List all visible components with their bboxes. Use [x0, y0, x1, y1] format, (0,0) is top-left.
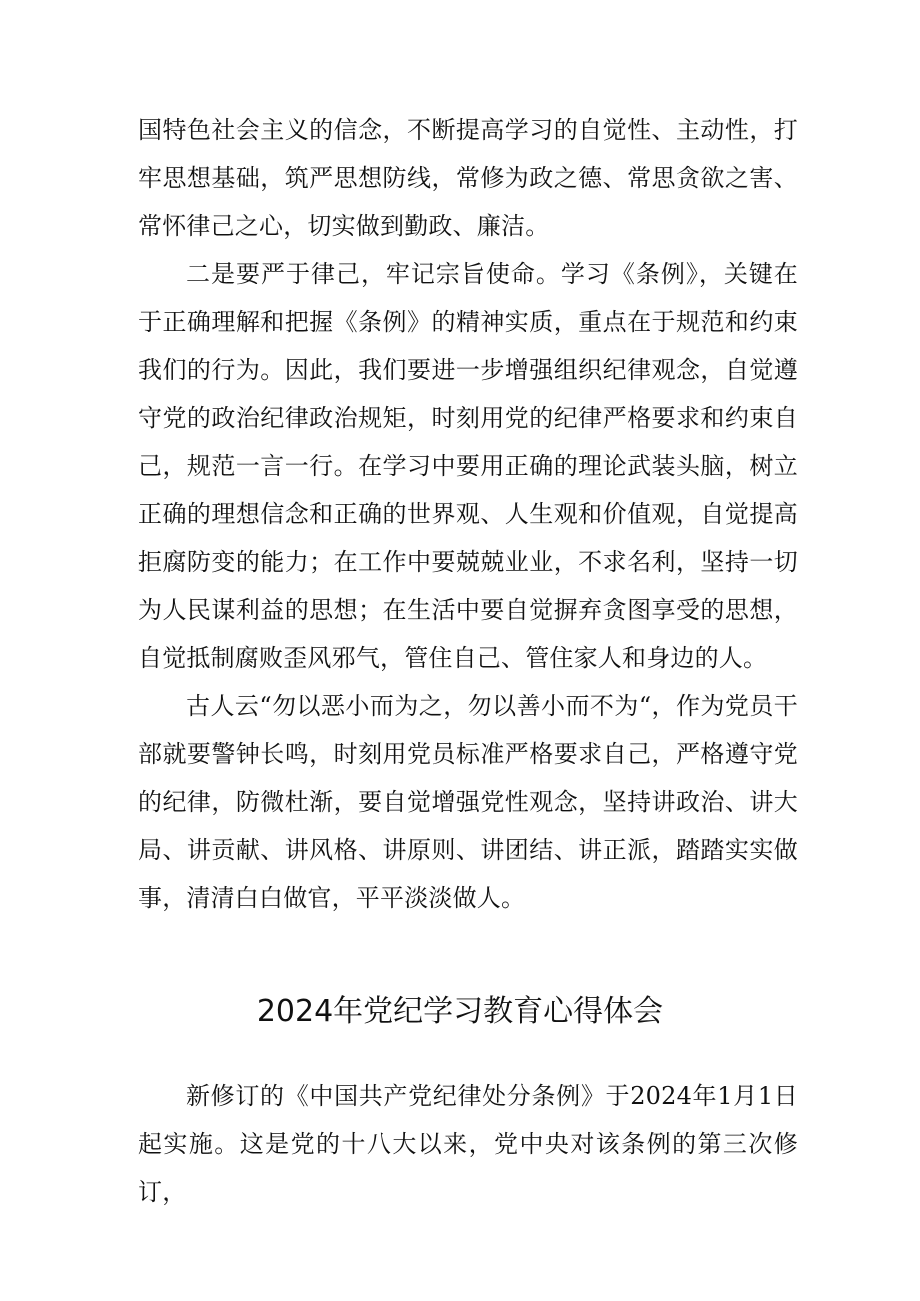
paragraph-2: 二是要严于律己，牢记宗旨使命。学习《条例》，关键在于正确理解和把握《条例》的精神实质，重点在于规范和约束我们的行为。因此，我们要进一步增强组织纪律观念，自觉遵守党的政治纪律政治规矩，时刻用党的纪律严格要求和约束自己，规范一言一行。在学习中要用正确的理论武装头脑，树立正确的理想信念和正确的世界观、人生观和价值观，自觉提高拒腐防变的能力；在工作中要兢兢业业，不求名利，坚持一切为人民谋利益的思想；在生活中要自觉摒弃贪图享受的思想，自觉抵制腐败歪风邪气，管住自己、管住家人和身边的人。: [138, 260, 798, 672]
section-title: 2024年党纪学习教育心得体会: [256, 994, 664, 1029]
paragraph-3: 古人云“勿以恶小而为之，勿以善小而不为“，作为党员干部就要警钟长鸣，时刻用党员标准严格要求自己，严格遵守党的纪律，防微杜渐，要自觉增强党性观念，坚持讲政治、讲大局、讲贡献、讲风格、讲原则、讲团结、讲正派，踏踏实实做事，清清白白做官，平平淡淡做人。: [138, 692, 798, 912]
section-paragraph: 新修订的《中国共产党纪律处分条例》于2024年1月1日起实施。这是党的十八大以来，党中央对该条例的第三次修订，: [138, 1082, 798, 1206]
paragraph-1: 国特色社会主义的信念，不断提高学习的自觉性、主动性，打牢思想基础，筑严思想防线，常修为政之德、常思贪欲之害、常怀律己之心，切实做到勤政、廉洁。: [138, 116, 798, 240]
